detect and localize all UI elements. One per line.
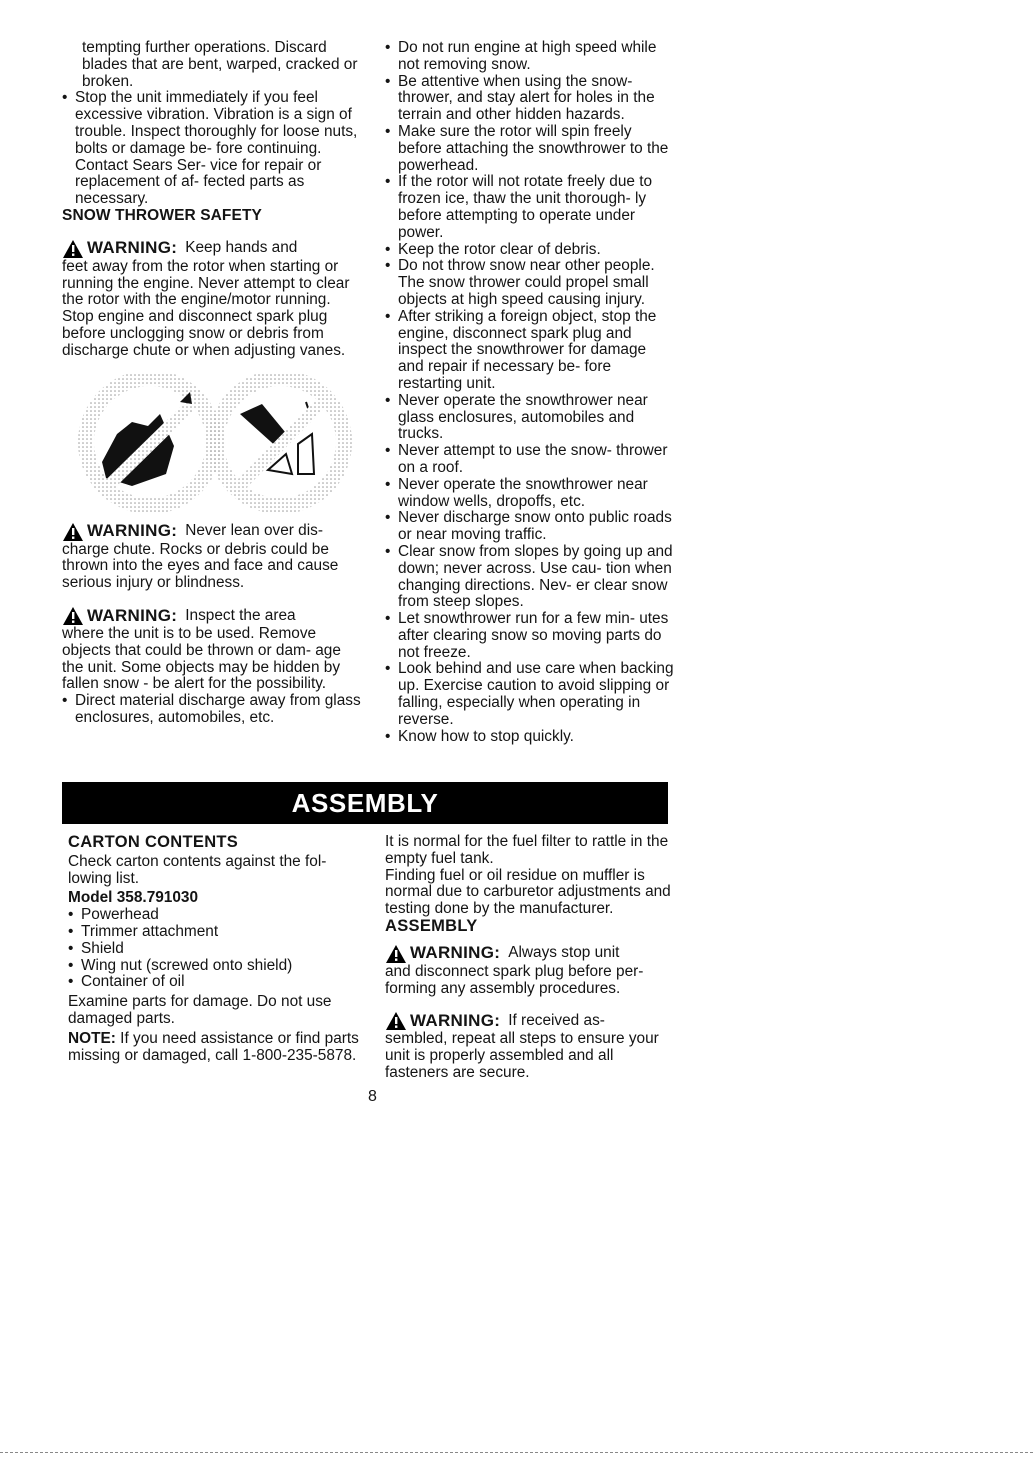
carton-contents-heading: CARTON CONTENTS [68,833,239,851]
list-item: • Never operate the snowthrower near window wells, dropoffs, etc. [385,477,675,511]
rotor-hazard-illustration [62,374,362,514]
warning-label: WARNING: [87,521,178,541]
warning-label: WARNING: [87,605,178,625]
list-item: • Do not throw snow near other people. The snow thrower could propel small objects at high speed causing injury. [385,258,675,308]
continuation-text: tempting further operations. Discard blades that are bent, warped, cracked or broken. [82,39,358,90]
list-item: • Trimmer attachment [68,924,363,941]
warning-lead-text: Keep hands and [185,239,298,257]
list-item: • Be attentive when using the snow- thrower, and stay alert for holes in the terrain and other hidden hazards. [385,74,675,124]
bullet-direct-discharge: • Direct material discharge away from glass enclosures, automobiles, etc. [62,693,362,727]
warning-triangle-icon [385,944,407,964]
assembly-subheading: ASSEMBLY [385,916,478,935]
warning-triangle-icon [62,239,84,259]
page-number: 8 [368,1088,377,1105]
fuel-filter-text: It is normal for the fuel filter to rattle in the empty fuel tank. [385,833,669,867]
warning-lead-text: Always stop unit [508,944,620,962]
warning-block-stop-unit [385,944,675,998]
warning-triangle-icon [385,1011,407,1031]
model-number: Model 358.791030 [68,889,199,907]
warning-block-received-assembled [385,1011,675,1081]
section-heading-snow-thrower-safety: SNOW THROWER SAFETY [62,206,262,224]
warning-block-hands-feet [62,239,362,360]
warning-triangle-icon [62,522,84,542]
warning-block-inspect-area [62,606,362,693]
examine-parts-text: Examine parts for damage. Do not use damaged parts. [68,993,332,1027]
list-item: • Shield [68,941,363,958]
right-column-bottom [385,834,675,1082]
list-item: • Do not run engine at high speed while not removing snow. [385,40,675,74]
note-label: NOTE: [68,1029,116,1047]
rotor-hazard-figure [62,374,362,514]
page-bottom-rule [0,1452,1033,1453]
warning-body-text: sembled, repeat all steps to ensure your unit is properly assembled and all fasteners are secure. [385,1030,659,1081]
list-item: • Never discharge snow onto public roads or near moving traffic. [385,510,675,544]
note-body: If you need assistance or find parts missing or damaged, call 1-800-235-5878. [68,1029,359,1064]
warning-lead-text: Inspect the area [185,606,296,624]
warning-body-text: charge chute. Rocks or debris could be thrown into the eyes and face and cause serious injury or blindness. [62,540,339,592]
list-item: • Clear snow from slopes by going up and down; never across. Use cau- tion when changing directions. Nev- er clear snow from steep slopes. [385,544,675,611]
list-item: • Never operate the snowthrower near glass enclosures, automobiles and trucks. [385,393,675,443]
prohibition-circle-right [216,378,344,506]
list-item: • Look behind and use care when backing up. Exercise caution to avoid slipping or falling, especially when operating in reverse. [385,661,675,728]
warning-label: WARNING: [87,238,178,258]
warning-body-text: and disconnect spark plug before per- forming any assembly procedures. [385,962,644,997]
list-item: • Powerhead [68,907,363,924]
fuel-residue-text: Finding fuel or oil residue on muffler is normal due to carburetor adjustments and testing done by the manufacturer. [385,866,671,918]
warning-label: WARNING: [410,1010,501,1030]
warning-lead-text: Never lean over dis- [185,522,323,540]
warning-body-text: where the unit is to be used. Remove objects that could be thrown or dam- age the unit. Some objects may be hidden by fallen snow - be alert for the possibility. [62,624,341,693]
warning-body-text: feet away from the rotor when starting or running the engine. Never attempt to clear the rotor with the engine/motor running. Stop engine and disconnect spark plug before unclogging snow or debris from discharge chute or when adjusting vanes. [62,257,350,359]
warning-label: WARNING: [410,943,501,963]
warning-triangle-icon [62,606,84,626]
list-item: • Keep the rotor clear of debris. [385,242,675,259]
prohibition-circle-left [86,378,214,506]
list-item: • Container of oil [68,974,363,991]
left-column-bottom [68,834,363,1064]
bullet-stop-unit: • Stop the unit immediately if you feel excessive vibration. Vibration is a sign of trouble. Inspect thoroughly for loose nuts, bolts or damage be- fore continuing. Contact Sears Ser- vice for repair or replacement of af- fected parts as necessary. [62,90,362,208]
list-item: • If the rotor will not rotate freely due to frozen ice, thaw the unit thorough- ly before attempting to operate under power. [385,174,675,241]
carton-intro-text: Check carton contents against the fol- lowing list. [68,852,327,887]
list-item: • Never attempt to use the snow- thrower on a roof. [385,443,675,477]
list-item: • Wing nut (screwed onto shield) [68,958,363,975]
list-item: • After striking a foreign object, stop the engine, disconnect spark plug and inspect the snowthrower for damage and repair if necessary be- fore restarting unit. [385,309,675,393]
list-item: • Let snowthrower run for a few min- utes after clearing snow so moving parts do not freeze. [385,611,675,661]
list-item: • Make sure the rotor will spin freely before attaching the snowthrower to the powerhead. [385,124,675,174]
warning-block-discharge-chute [62,522,362,592]
note-paragraph [68,1031,363,1065]
list-item: • Know how to stop quickly. [385,729,675,746]
warning-lead-text: If received as- [508,1011,605,1029]
left-column-top [62,40,362,727]
right-column-top [385,40,675,745]
assembly-banner: ASSEMBLY [62,782,668,824]
